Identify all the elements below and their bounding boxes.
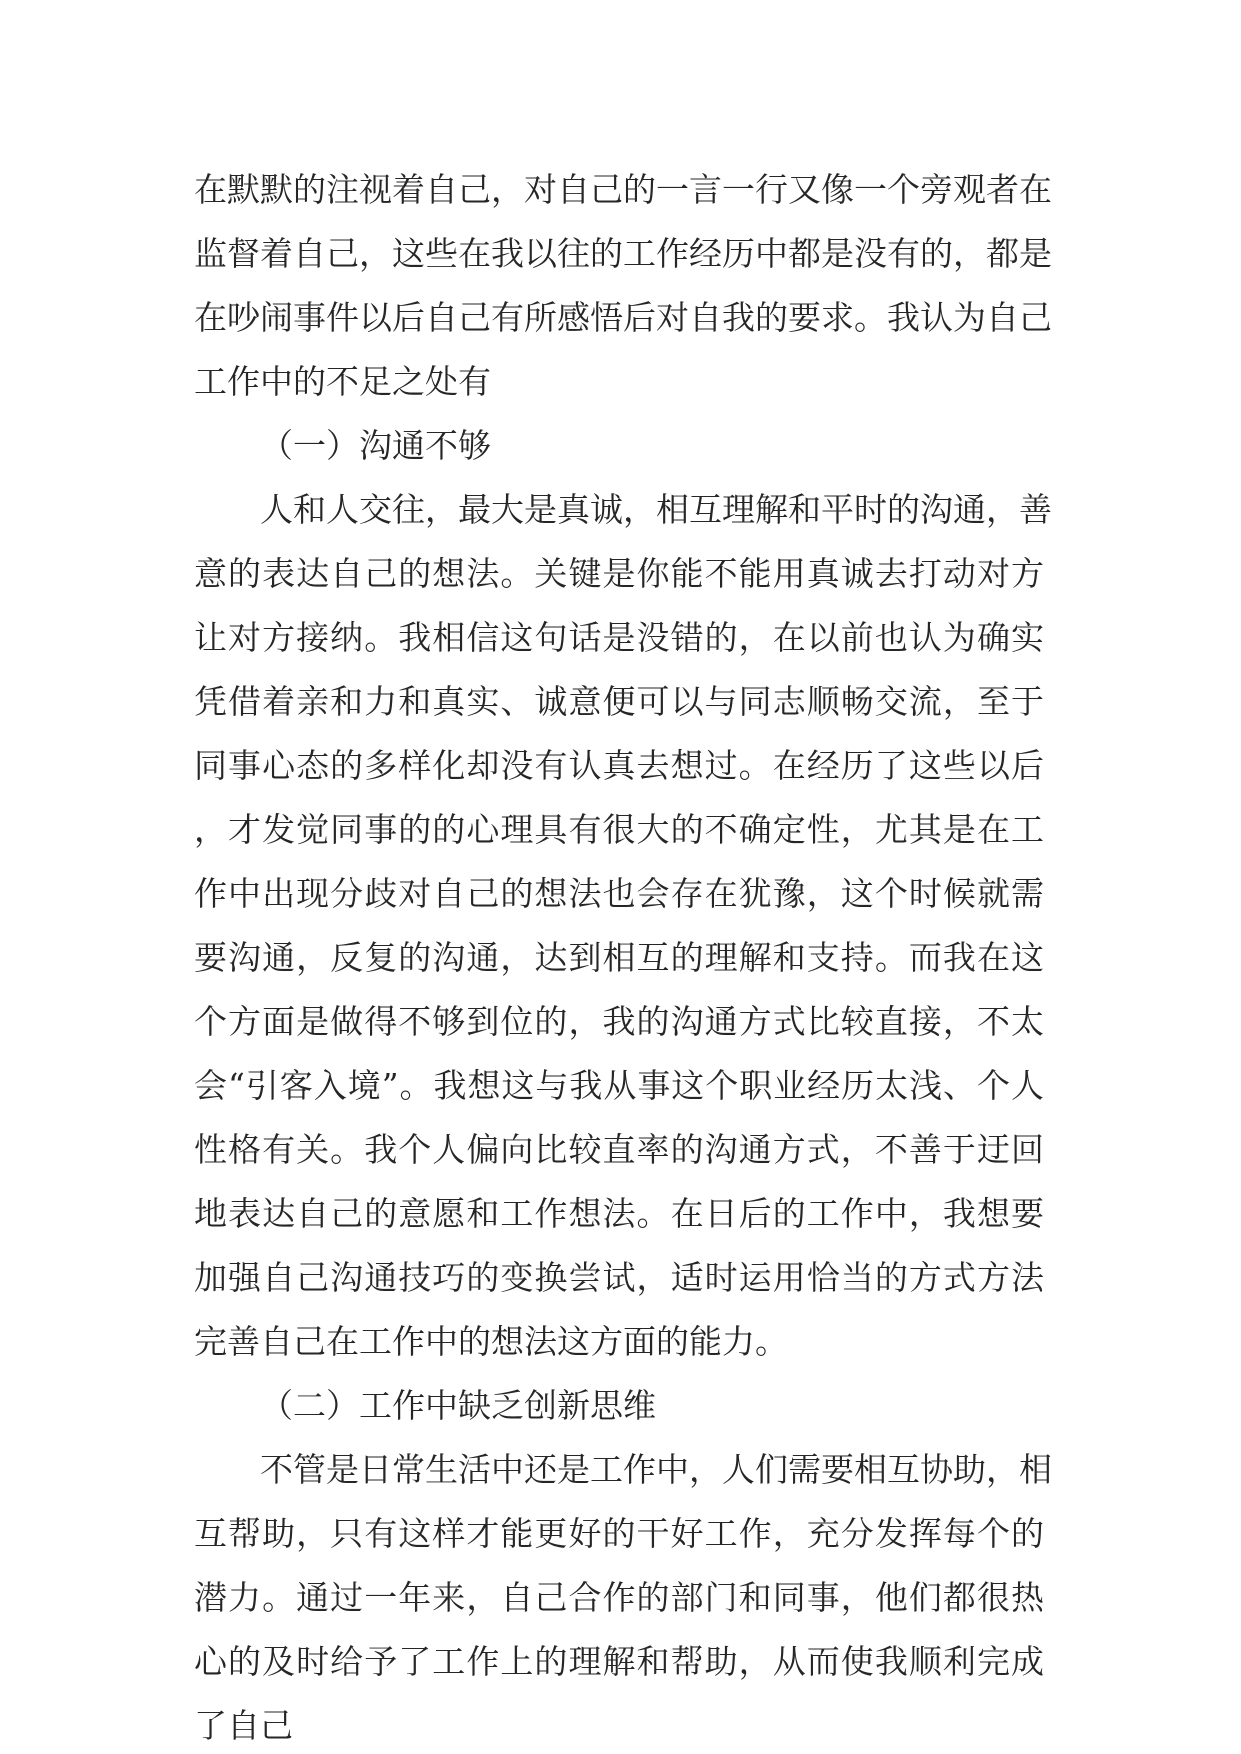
- section-heading-communication: [194, 414, 1044, 478]
- section-heading-text: （二）工作中缺乏创新思维: [260, 1386, 656, 1425]
- paragraph-communication: [194, 478, 1052, 1374]
- text-line: 监督着自己，这些在我以往的工作经历中都是没有的，都是: [194, 234, 1052, 273]
- continuation-paragraph: [194, 158, 1052, 414]
- document-body: [194, 158, 1052, 1754]
- section-heading-text: （一）沟通不够: [260, 426, 491, 465]
- paragraph-first-line: 不管是日常生活中还是工作中，人们需要相互协助，相: [260, 1450, 1052, 1489]
- section-heading-innovation: [194, 1374, 1044, 1438]
- text-line: 在默默的注视着自己，对自己的一言一行又像一个旁观者在: [194, 170, 1052, 209]
- paragraph-innovation: [194, 1438, 1052, 1754]
- paragraph-first-line: 人和人交往，最大是真诚，相互理解和平时的沟通，善: [260, 490, 1052, 529]
- text-line: 在吵闹事件以后自己有所感悟后对自我的要求。我认为自己: [194, 298, 1052, 337]
- text-line: 工作中的不足之处有: [194, 362, 491, 401]
- paragraph-body-text: 互帮助，只有这样才能更好的干好工作，充分发挥每个的潜力。通过一年来，自己合作的部门和同事，他们都很热心的及时给予了工作上的理解和帮助，从而使我顺利完成了自己: [194, 1514, 1044, 1745]
- paragraph-body-text: 意的表达自己的想法。关键是你能不能用真诚去打动对方让对方接纳。我相信这句话是没错的，在以前也认为确实凭借着亲和力和真实、诚意便可以与同志顺畅交流，至于同事心态的多样化却没有认真去想过。在经历了这些以后，才发觉同事的的心理具有很大的不确定性，尤其是在工作中出现分歧对自己的想法也会存在犹豫，这个时候就需要沟通，反复的沟通，达到相互的理解和支持。而我在这个方面是做得不够到位的，我的沟通方式比较直接，不太会“引客入境”。我想这与我从事这个职业经历太浅、个人性格有关。我个人偏向比较直率的沟通方式，不善于迂回地表达自己的意愿和工作想法。在日后的工作中，我想要加强自己沟通技巧的变换尝试，适时运用恰当的方式方法完善自己在工作中的想法这方面的能力。: [194, 554, 1044, 1361]
